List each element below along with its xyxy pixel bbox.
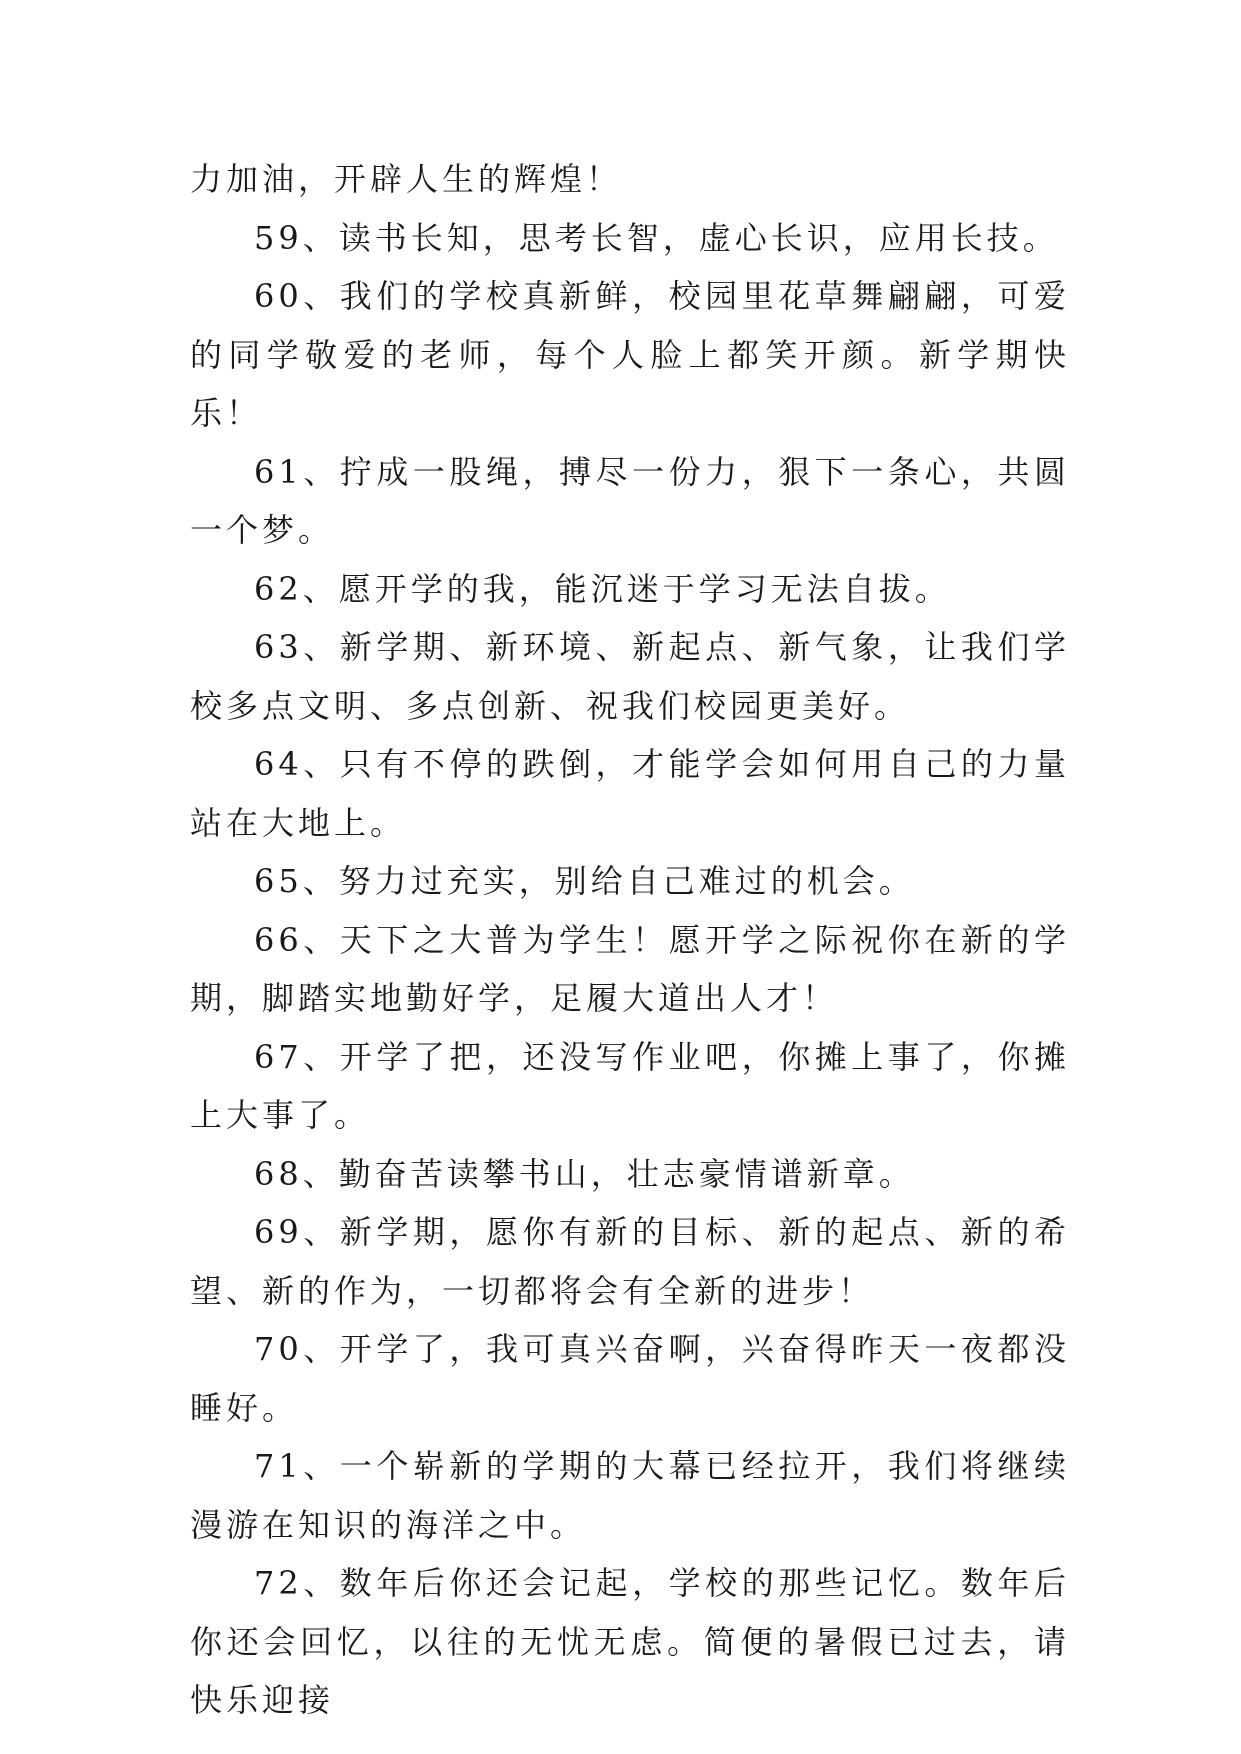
paragraph-67: 67、开学了把，还没写作业吧，你摊上事了，你摊上大事了。	[190, 1037, 1070, 1134]
paragraph-70: 70、开学了，我可真兴奋啊，兴奋得昨天一夜都没睡好。	[190, 1330, 1070, 1427]
paragraph-60: 60、我们的学校真新鲜，校园里花草舞翩翩，可爱的同学敬爱的老师，每个人脸上都笑开颜。新学期快乐！	[190, 277, 1070, 432]
paragraph-66: 66、天下之大普为学生！愿开学之际祝你在新的学期，脚踏实地勤好学，足履大道出人才！	[190, 920, 1070, 1017]
paragraph-59: 59、读书长知，思考长智，虚心长识，应用长技。	[254, 218, 1059, 257]
paragraph-62: 62、愿开学的我，能沉迷于学习无法自拔。	[254, 569, 951, 608]
paragraph-71: 71、一个崭新的学期的大幕已经拉开，我们将继续漫游在知识的海洋之中。	[190, 1447, 1070, 1544]
paragraph-64: 64、只有不停的跌倒，才能学会如何用自己的力量站在大地上。	[190, 745, 1070, 842]
body-text	[190, 150, 1070, 1730]
paragraph-continued: 力加油，开辟人生的辉煌！	[190, 160, 623, 198]
paragraph-63: 63、新学期、新环境、新起点、新气象，让我们学校多点文明、多点创新、祝我们校园更美好。	[190, 628, 1070, 725]
paragraph-61: 61、拧成一股绳，搏尽一份力，狠下一条心，共圆一个梦。	[190, 452, 1070, 549]
paragraph-65: 65、努力过充实，别给自己难过的机会。	[254, 862, 915, 900]
paragraph-72: 72、数年后你还会记起，学校的那些记忆。数年后你还会回忆，以往的无忧无虑。简便的暑假已过去，请快乐迎接	[190, 1564, 1070, 1719]
paragraph-69: 69、新学期，愿你有新的目标、新的起点、新的希望、新的作为，一切都将会有全新的进步！	[190, 1213, 1070, 1310]
paragraph-68: 68、勤奋苦读攀书山，壮志豪情谱新章。	[254, 1154, 915, 1193]
